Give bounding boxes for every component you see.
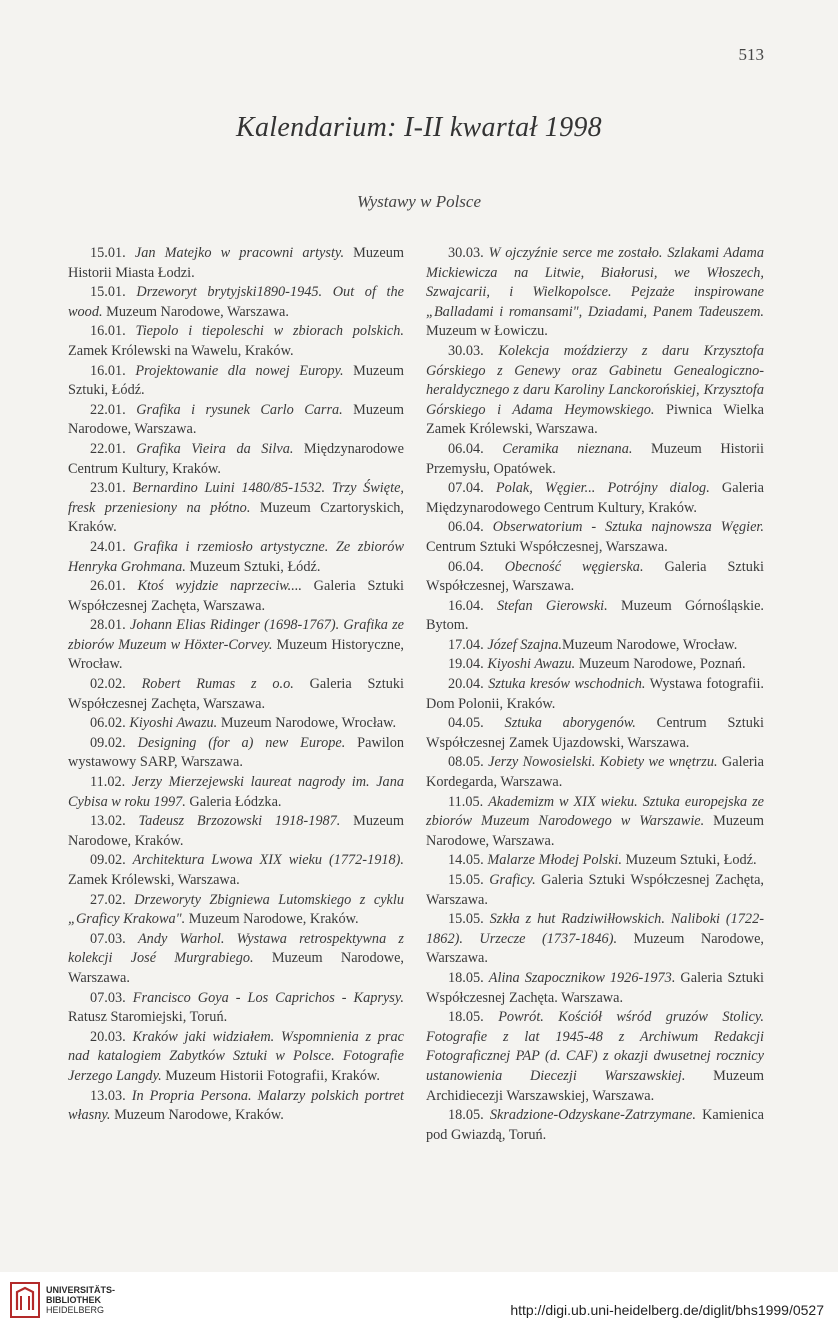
calendar-entry [426, 753, 764, 792]
entry-date: 16.01. [90, 323, 126, 340]
entry-date: 30.03. [448, 245, 484, 261]
calendar-entry [426, 910, 764, 969]
entry-venue: Galeria Kordegarda, Warszawa. [426, 754, 764, 791]
entry-title: Jerzy Mierzejewski laureat nagrody im. Jana Cybisa w roku 1997. [68, 774, 404, 810]
calendar-entry [68, 577, 404, 616]
entry-venue: Galeria Łódzka. [185, 793, 282, 810]
entry-date: 22.01. [90, 440, 126, 457]
entry-date: 06.02. [90, 715, 126, 732]
calendar-entry [68, 734, 404, 773]
entry-venue: Pawilon wystawowy SARP, Warszawa. [68, 734, 405, 771]
entry-date: 15.05. [448, 911, 484, 928]
entry-title: Grafika i rzemiosło artystyczne. Ze zbiorów Henryka Grohmana. [68, 538, 404, 575]
entry-venue: Piwnica Wielka Zamek Królewski, Warszawa. [426, 401, 765, 438]
page-title: Kalendarium: I-II kwartał 1998 [236, 112, 602, 143]
calendar-entry [426, 851, 764, 871]
left-column [68, 244, 404, 1126]
entry-venue: Zamek Królewski, Warszawa. [68, 872, 240, 888]
entry-venue: Muzeum Narodowe, Warszawa. [68, 950, 404, 986]
calendar-entry [426, 636, 764, 656]
entry-venue: Galeria Sztuki Współczesnej, Warszawa. [426, 558, 764, 595]
entry-venue: Muzeum Narodowe, Kraków. [68, 813, 404, 849]
entry-venue: Galeria Międzynarodowego Centrum Kultury, Kraków. [426, 480, 764, 516]
entry-date: 14.05. [448, 852, 484, 869]
entry-venue: Galeria Sztuki Współczesnej Zachęta, Warszawa. [68, 676, 404, 712]
entry-title: Stefan Gierowski. [496, 597, 608, 614]
logo-line-2: BIBLIOTHEK [46, 1295, 101, 1305]
entry-date: 02.02. [90, 676, 126, 693]
entry-title: Akademizm w XIX wieku. Sztuka europejska ze zbiorów Muzeum Narodowego w Warszawie. [426, 793, 764, 830]
entry-venue: Muzeum Narodowe, Poznań. [575, 656, 746, 673]
calendar-entry [68, 616, 404, 675]
entry-date: 07.03. [90, 989, 126, 1006]
entry-venue: Muzeum Narodowe, Kraków. [110, 1107, 284, 1124]
entry-date: 18.05. [448, 1107, 484, 1124]
library-logo[interactable] [10, 1282, 115, 1318]
entry-date: 15.01. [90, 284, 126, 301]
right-column [426, 244, 764, 1145]
entry-venue: Galeria Sztuki Współczesnej Zachęta. Warszawa. [426, 969, 764, 1006]
entry-title: Powrót. Kościół wśród gruzów Stolicy. Fotografie z lat 1945-48 z Archiwum Redakcji Fotograficznej PAP (d. CAF) z okazji dwusetnej rocznicy ustanowienia Diecezji Warszawskiej. [426, 1009, 765, 1084]
entry-title: Tadeusz Brzozowski 1918-1987. [138, 813, 341, 830]
entry-date: 17.04. [448, 636, 484, 653]
entry-date: 16.04. [448, 597, 484, 614]
entry-title: Obecność węgierska. [504, 558, 644, 575]
entry-title: Józef Szajna. [487, 636, 562, 653]
entry-date: 27.02. [90, 891, 126, 908]
entry-venue: Ratusz Staromiejski, Toruń. [68, 1009, 228, 1026]
entry-venue: Muzeum Czartoryskich, Kraków. [68, 499, 404, 536]
calendar-entry [68, 401, 404, 440]
entry-title: Kiyoshi Awazu. [129, 715, 218, 732]
calendar-entry [426, 969, 764, 1008]
entry-venue: Kamienica pod Gwiazdą, Toruń. [426, 1107, 764, 1143]
calendar-entry [426, 714, 764, 753]
calendar-entry [68, 930, 404, 989]
entry-date: 13.03. [90, 1087, 126, 1104]
entry-venue: Muzeum Narodowe, Warszawa. [426, 930, 764, 967]
calendar-entry [426, 871, 764, 910]
entry-date: 15.05. [448, 872, 484, 888]
logo-line-3: HEIDELBERG [46, 1305, 105, 1315]
entry-title: Sztuka kresów wschodnich. [488, 676, 646, 693]
entry-title: Andy Warhol. Wystawa retrospektywna z kolekcji José Murgrabiego. [68, 930, 404, 967]
entry-venue: Centrum Sztuki Współczesnej Zamek Ujazdowski, Warszawa. [426, 715, 764, 751]
entry-title: Polak, Węgier... Potrójny dialog. [495, 480, 710, 497]
calendar-entry [68, 1087, 404, 1126]
entry-date: 24.01. [90, 538, 126, 555]
entry-title: Kiyoshi Awazu. [487, 656, 576, 673]
entry-date: 13.02. [90, 813, 126, 830]
entry-venue: Zamek Królewski na Wawelu, Kraków. [68, 342, 294, 359]
entry-venue: Muzeum Narodowe, Warszawa. [68, 401, 404, 438]
entry-title: Tiepolo i tiepoleschi w zbiorach polskich. [135, 323, 404, 340]
calendar-entry [426, 440, 764, 479]
calendar-entry [68, 283, 404, 322]
entry-title: Drzeworyt brytyjski1890-1945. Out of the wood. [68, 284, 404, 320]
entry-date: 09.02. [90, 734, 126, 751]
entry-venue: Muzeum Historii Fotografii, Kraków. [161, 1067, 380, 1084]
entry-title: Graficy. [489, 872, 536, 888]
entry-date: 16.01. [90, 362, 126, 379]
calendar-entry [68, 989, 404, 1028]
entry-title: Skradzione-Odzyskane-Zatrzymane. [489, 1107, 696, 1124]
entry-date: 20.04. [448, 676, 484, 693]
entry-title: Kraków jaki widziałem. Wspomnienia z prac nad katalogiem Zabytków Sztuki w Polsce. Fotografie Jerzego Langdy. [68, 1028, 404, 1084]
entry-venue: Wystawa fotografii. Dom Polonii, Kraków. [426, 676, 764, 712]
entry-date: 07.03. [90, 930, 126, 947]
calendar-entry [426, 342, 764, 440]
calendar-entry [426, 558, 764, 597]
entry-date: 22.01. [90, 401, 126, 418]
entry-venue: Muzeum Narodowe, Wrocław. [561, 636, 738, 653]
entry-title: W ojczyźnie serce me zostało. Szlakami Adama Mickiewicza na Litwie, Białorusi, we Włoszech, Szwajcarii, i Wielkopolsce. Pejzaże inspirowane „Balladami i romansami", Dziadami, Panem Tadeuszem. [426, 245, 764, 320]
entry-date: 09.02. [90, 852, 126, 869]
entry-date: 30.03. [448, 342, 484, 359]
entry-title: Drzeworyty Zbigniewa Lutomskiego z cyklu „Graficy Krakowa". [68, 891, 405, 928]
entry-date: 18.05. [448, 1009, 484, 1026]
entry-date: 04.05. [448, 715, 484, 732]
entry-title: Kolekcja moździerzy z daru Krzysztofa Górskiego z Genewy oraz Gabinetu Genealogiczno-heraldycznego z daru Karoliny Lanckorońskiej, Krzysztofa Górskiego i Adama Heymowskiego. [426, 342, 764, 418]
entry-date: 26.01. [90, 578, 126, 595]
calendar-entry [68, 479, 404, 538]
calendar-entry [426, 597, 764, 636]
library-seal-icon [10, 1282, 40, 1318]
entry-date: 11.02. [90, 774, 126, 791]
entry-venue: Muzeum Historii Przemysłu, Opatówek. [426, 440, 764, 477]
entry-title: Sztuka aborygenów. [504, 715, 636, 732]
entry-title: Jan Matejko w pracowni artysty. [134, 245, 345, 261]
calendar-entry [68, 322, 404, 361]
calendar-entry [68, 714, 404, 734]
entry-venue: Galeria Sztuki Współczesnej Zachęta, Warszawa. [68, 578, 404, 614]
entry-title: In Propria Persona. Malarzy polskich portret własny. [68, 1087, 404, 1124]
calendar-entry [426, 518, 764, 557]
entry-title: Grafika i rysunek Carlo Carra. [136, 401, 343, 418]
entry-date: 11.05. [448, 793, 484, 810]
calendar-entry [68, 812, 404, 851]
calendar-entry [68, 1028, 404, 1087]
entry-venue: Muzeum Narodowe, Warszawa. [102, 303, 289, 320]
calendar-entry [68, 675, 404, 714]
entry-date: 18.05. [448, 969, 484, 986]
entry-venue: Muzeum Historyczne, Wrocław. [68, 636, 404, 673]
logo-line-1: UNIVERSITÄTS- [46, 1285, 116, 1295]
calendar-entry [426, 1008, 764, 1106]
entry-date: 06.04. [448, 519, 484, 536]
calendar-entry [68, 851, 404, 890]
entry-title: Alina Szapocznikow 1926-1973. [488, 969, 676, 986]
entry-venue: Muzeum Historii Miasta Łodzi. [68, 245, 404, 281]
entry-date: 15.01. [90, 245, 126, 261]
calendar-entry [68, 773, 404, 812]
calendar-entry [68, 440, 404, 479]
entry-date: 28.01. [90, 617, 126, 634]
entry-title: Szkła z hut Radziwiłłowskich. Naliboki (1722-1862). Urzecze (1737-1846). [426, 911, 764, 947]
entry-date: 06.04. [448, 558, 484, 575]
entry-venue: Centrum Sztuki Współczesnej, Warszawa. [426, 538, 668, 555]
calendar-entry [68, 244, 404, 283]
calendar-entry [426, 479, 764, 518]
entry-venue: Muzeum Sztuki, Łódź. [185, 558, 321, 575]
entry-date: 08.05. [448, 754, 484, 771]
entry-title: Jerzy Nowosielski. Kobiety we wnętrzu. [488, 754, 718, 771]
entry-title: Projektowanie dla nowej Europy. [135, 362, 344, 379]
entry-title: Obserwatorium - Sztuka najnowsza Węgier. [492, 519, 764, 536]
page-number: 513 [738, 45, 764, 64]
entry-title: Ceramika nieznana. [502, 440, 633, 457]
calendar-entry [426, 244, 764, 342]
entry-date: 06.04. [448, 440, 484, 457]
section-title: Wystawy w Polsce [356, 192, 482, 211]
entry-title: Johann Elias Ridinger (1698-1767). Grafika ze zbiorów Muzeum w Höxter-Corvey. [68, 617, 404, 653]
entry-date: 20.03. [90, 1028, 126, 1045]
entry-venue: Galeria Sztuki Współczesnej Zachęta, Warszawa. [426, 872, 764, 908]
calendar-entry [426, 1106, 764, 1145]
calendar-entry [426, 793, 764, 852]
entry-title: Robert Rumas z o.o. [141, 676, 294, 693]
calendar-entry [68, 538, 404, 577]
entry-venue: Muzeum Sztuki, Łódź. [68, 362, 404, 399]
entry-venue: Muzeum w Łowiczu. [426, 323, 548, 340]
entry-title: Bernardino Luini 1480/85-1532. Trzy Święte, fresk przeniesiony na płótno. [68, 480, 404, 516]
entry-venue: Międzynarodowe Centrum Kultury, Kraków. [68, 440, 404, 477]
entry-title: Ktoś wyjdzie naprzeciw.... [137, 578, 302, 595]
calendar-entry [68, 362, 404, 401]
source-url-link[interactable]: http://digi.ub.uni-heidelberg.de/diglit/bhs1999/0527 [510, 1302, 824, 1318]
entry-date: 07.04. [448, 480, 484, 497]
entry-venue: Muzeum Narodowe, Kraków. [185, 911, 359, 928]
entry-title: Malarze Młodej Polski. [487, 852, 622, 869]
entry-title: Francisco Goya - Los Caprichos - Kaprysy. [132, 989, 404, 1006]
calendar-entry [68, 891, 404, 930]
entry-venue: Muzeum Narodowe, Warszawa. [426, 813, 764, 849]
calendar-entry [426, 675, 764, 714]
entry-venue: Muzeum Sztuki, Łodź. [621, 852, 757, 869]
entry-venue: Muzeum Narodowe, Wrocław. [217, 715, 397, 732]
calendar-entry [426, 655, 764, 675]
entry-date: 19.04. [448, 656, 484, 673]
entry-title: Grafika Vieira da Silva. [136, 440, 294, 457]
entry-venue: Muzeum Archidiecezji Warszawskiej, Warszawa. [426, 1067, 764, 1104]
entry-date: 23.01. [90, 480, 126, 497]
footer-bar [0, 1272, 838, 1332]
entry-title: Architektura Lwowa XIX wieku (1772-1918). [132, 852, 404, 869]
entry-title: Designing (for a) new Europe. [137, 734, 346, 751]
entry-venue: Muzeum Górnośląskie. Bytom. [426, 597, 764, 634]
